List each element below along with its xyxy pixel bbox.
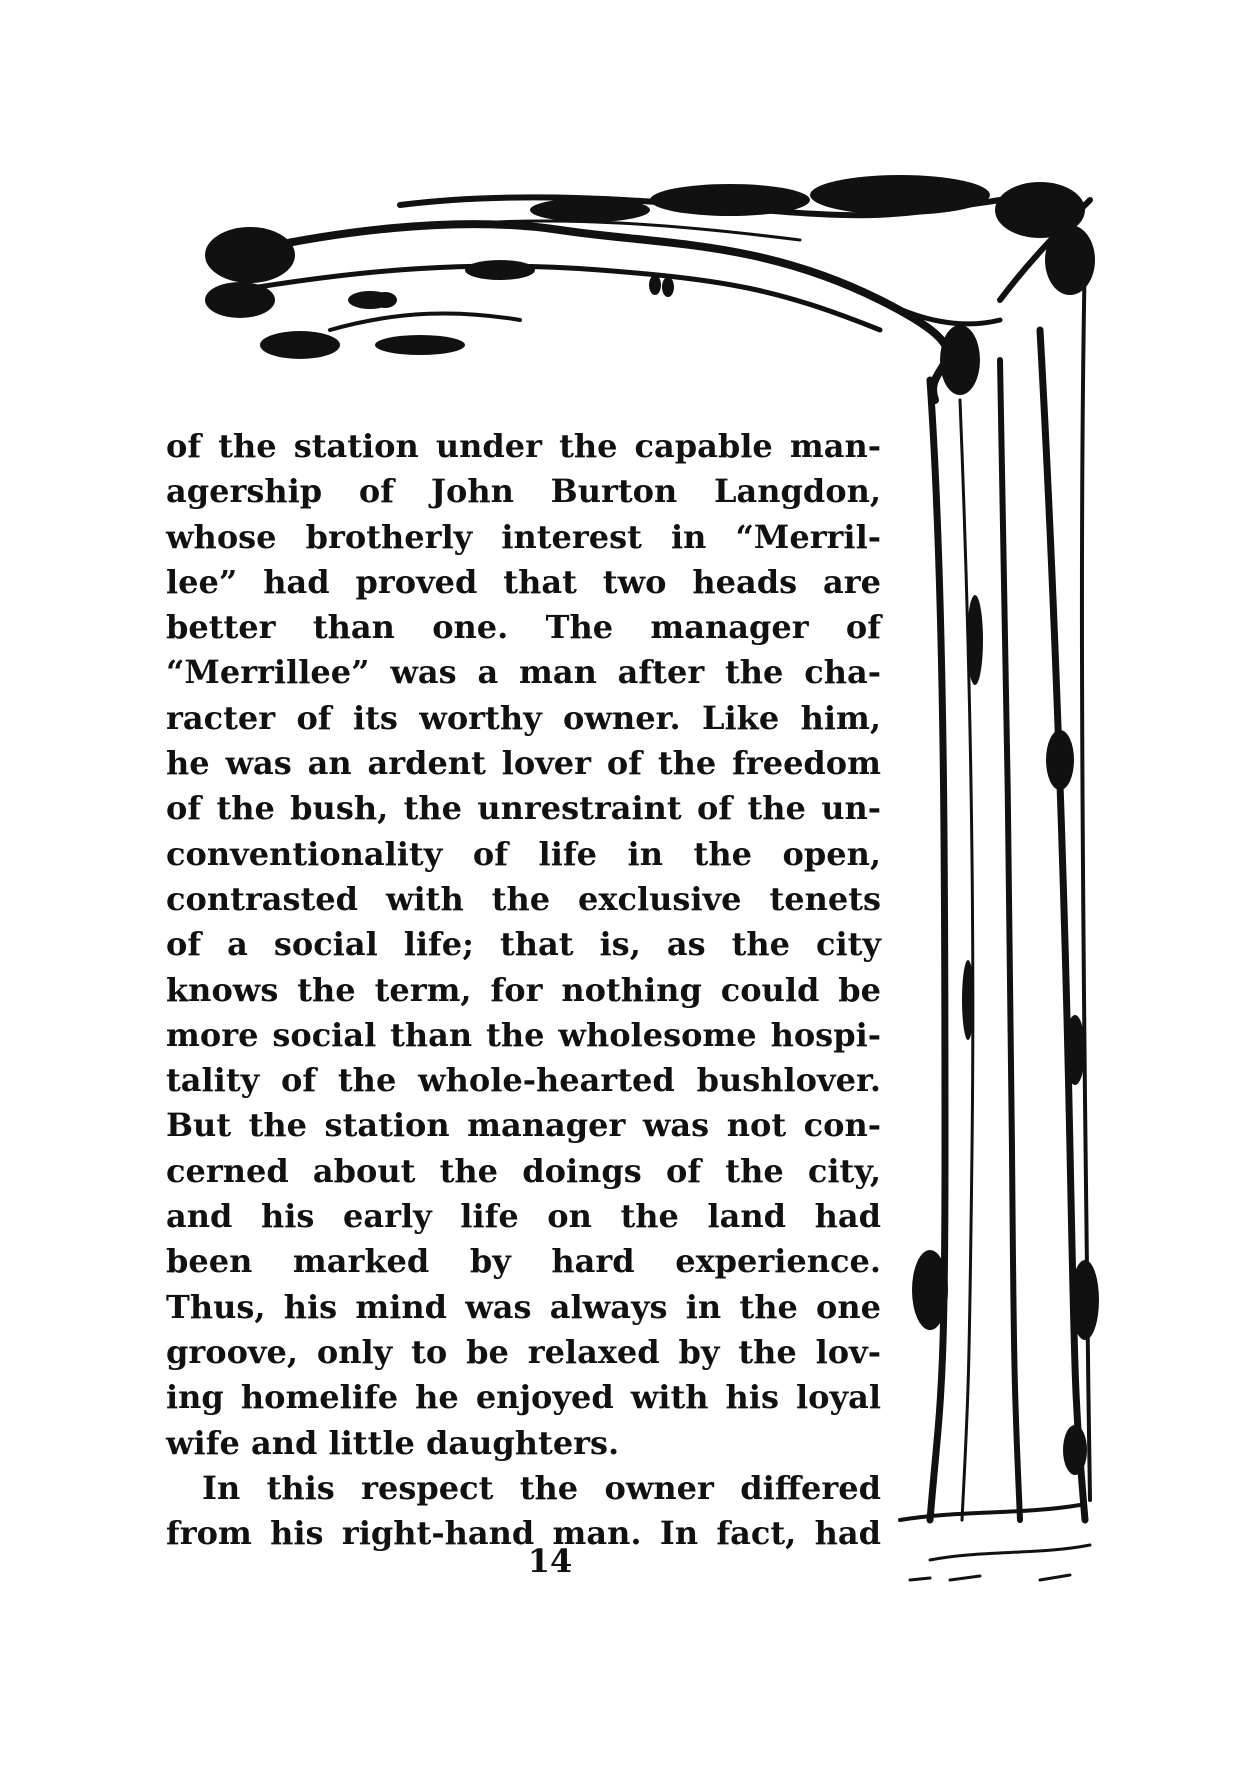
- text-line: knows the term, for nothing could be: [166, 970, 881, 1009]
- text-line: he was an ardent lover of the freedom: [166, 744, 881, 783]
- text-line: But the station manager was not con-: [166, 1106, 881, 1145]
- text-line: better than one. The manager of: [166, 608, 881, 647]
- text-line: Thus, his mind was always in the one: [166, 1287, 881, 1326]
- text-line: ing homelife he enjoyed with his loyal: [166, 1378, 881, 1417]
- text-line: lee” had proved that two heads are: [166, 562, 881, 601]
- text-line: of the station under the capable man-: [166, 427, 881, 465]
- text-line: of the bush, the unrestraint of the un-: [166, 789, 881, 828]
- text-line: wife and little daughters.: [166, 1423, 620, 1462]
- page-number: 14: [527, 1542, 573, 1580]
- text-line: contrasted with the exclusive tenets: [166, 879, 881, 918]
- text-line: tality of the whole-hearted bushlover.: [166, 1061, 881, 1100]
- text-line: more social than the wholesome hospi-: [166, 1015, 881, 1054]
- text-line: “Merrillee” was a man after the cha-: [166, 653, 881, 692]
- text-line: In this respect the owner differed: [202, 1468, 881, 1507]
- text-line: groove, only to be relaxed by the lov-: [166, 1332, 881, 1371]
- text-line: cerned about the doings of the city,: [166, 1151, 881, 1190]
- text-line: racter of its worthy owner. Like him,: [166, 698, 881, 737]
- body-text: [166, 424, 881, 1556]
- text-line: and his early life on the land had: [166, 1197, 881, 1236]
- text-line: agership of John Burton Langdon,: [166, 472, 881, 511]
- text-line: been marked by hard experience.: [166, 1242, 881, 1281]
- text-line: whose brotherly interest in “Merril-: [166, 517, 881, 556]
- text-line: of a social life; that is, as the city: [166, 925, 881, 964]
- text-line: conventionality of life in the open,: [166, 834, 881, 873]
- text-line: from his right-hand man. In fact, had: [166, 1514, 881, 1553]
